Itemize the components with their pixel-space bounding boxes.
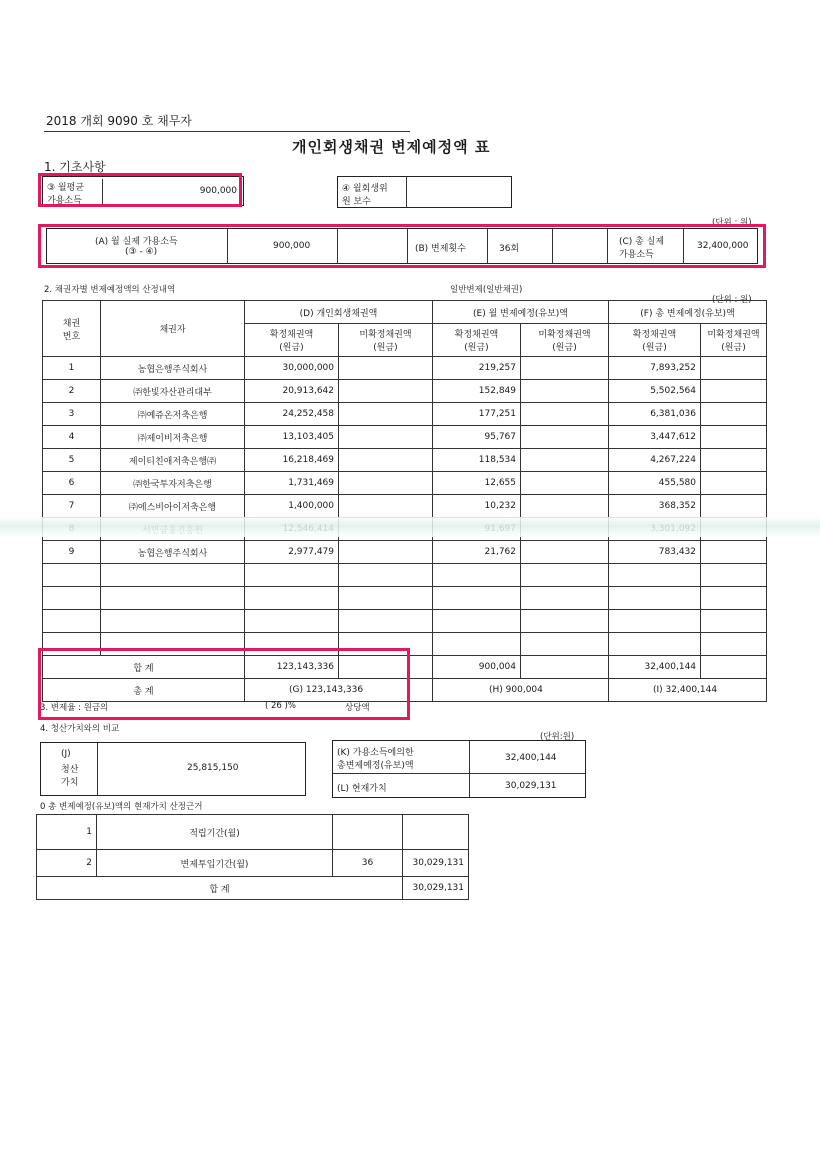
present-value-box (332, 740, 586, 798)
section4-unit: (단위:원) (540, 732, 575, 742)
row-d-confirmed: 16,218,469 (245, 449, 339, 472)
row-creditor: ㈜한국투자저축은행 (101, 472, 245, 495)
page-title: 개인회생채권 변제예정액 표 (292, 138, 491, 156)
row-e-confirmed: 219,257 (433, 357, 521, 380)
monthly-income-value: 900,000 (199, 186, 237, 196)
row-e-unconfirmed (521, 541, 609, 564)
sum-d: 123,143,336 (245, 656, 339, 679)
total-i: (I) 32,400,144 (609, 679, 767, 702)
row-f-unconfirmed (701, 380, 767, 403)
repayment-rate-label: 3. 변제율 : 원금의 (40, 703, 109, 713)
row-e-confirmed: 118,534 (433, 449, 521, 472)
monthly-income-box (42, 176, 244, 206)
row-f-confirmed: 4,267,224 (609, 449, 701, 472)
row-f-confirmed: 368,352 (609, 495, 701, 518)
j-label-2: 청산 (61, 765, 79, 775)
row-d-unconfirmed (339, 380, 433, 403)
row-creditor: ㈜제이비저축은행 (101, 426, 245, 449)
row-e-unconfirmed (521, 357, 609, 380)
row-f-unconfirmed (701, 403, 767, 426)
row-creditor: 제이티친애저축은행㈜ (101, 449, 245, 472)
k-value: 32,400,144 (505, 753, 557, 763)
sum-e: 900,004 (433, 656, 521, 679)
basis-row2-label: 변제투입기간(월) (97, 850, 333, 877)
row-d-unconfirmed (339, 426, 433, 449)
col-f-header: (F) 총 변제예정(유보)액 (609, 301, 767, 324)
scan-band (0, 517, 820, 537)
case-line: 2018 개회 9090 호 채무자 (46, 114, 192, 128)
j-value: 25,815,150 (187, 763, 239, 773)
row-creditor: 농협은행주식회사 (101, 357, 245, 380)
j-label-3: 가치 (61, 778, 79, 788)
present-value-basis-table (36, 814, 469, 900)
row-d-confirmed: 2,977,479 (245, 541, 339, 564)
row-d-confirmed: 24,252,458 (245, 403, 339, 426)
row-e-confirmed: 152,849 (433, 380, 521, 403)
sum-f: 32,400,144 (609, 656, 701, 679)
row-no: 3 (43, 403, 101, 426)
row-no: 9 (43, 541, 101, 564)
row-f-unconfirmed (701, 495, 767, 518)
table-row (43, 380, 767, 403)
row-d-unconfirmed (339, 449, 433, 472)
row-e-unconfirmed (521, 426, 609, 449)
section2-heading: 2. 채권자별 변제예정액의 산정내역 (44, 285, 176, 295)
section2-type: 일반변제(일반채권) (450, 285, 523, 295)
d-confirmed-header: 확정채권액 (원금) (245, 324, 339, 357)
b-label: (B) 변제횟수 (415, 244, 466, 254)
l-value: 30,029,131 (505, 781, 557, 791)
total-label: 총 계 (43, 679, 245, 702)
liquidation-value-box (40, 742, 306, 796)
basis-row2-months: 36 (333, 850, 403, 877)
col-no-header: 채권 번호 (43, 301, 101, 357)
f-confirmed-header: 확정채권액 (원금) (609, 324, 701, 357)
basis-row1-label: 적립기간(월) (97, 815, 333, 850)
row-f-confirmed: 3,447,612 (609, 426, 701, 449)
row-creditor: ㈜한빛자산관리대부 (101, 380, 245, 403)
table-row (43, 472, 767, 495)
j-label-1: (J) (61, 749, 71, 759)
section5-heading: 0 총 변제예정(유보)액의 현재가치 산정근거 (40, 802, 203, 812)
row-no: 7 (43, 495, 101, 518)
row-d-confirmed: 1,731,469 (245, 472, 339, 495)
a-label-2: (③ - ④) (125, 247, 158, 257)
trustee-label-2: 원 보수 (342, 197, 371, 207)
row-f-confirmed: 7,893,252 (609, 357, 701, 380)
row-e-confirmed: 12,655 (433, 472, 521, 495)
l-label: (L) 현재가치 (337, 784, 387, 794)
row-f-confirmed: 6,381,036 (609, 403, 701, 426)
a-value: 900,000 (273, 241, 311, 251)
row-f-unconfirmed (701, 541, 767, 564)
row-d-unconfirmed (339, 403, 433, 426)
sum-label: 합 계 (43, 656, 245, 679)
available-income-box (46, 228, 758, 264)
trustee-fee-box (337, 176, 512, 208)
total-g: (G) 123,143,336 (245, 679, 433, 702)
repayment-rate-value: ( 26 )% (265, 701, 296, 711)
row-d-confirmed: 1,400,000 (245, 495, 339, 518)
basis-sum-value: 30,029,131 (403, 877, 469, 900)
row-e-unconfirmed (521, 403, 609, 426)
row-e-confirmed: 95,767 (433, 426, 521, 449)
c-value: 32,400,000 (697, 241, 749, 251)
row-no: 4 (43, 426, 101, 449)
row-e-confirmed: 10,232 (433, 495, 521, 518)
row-no: 2 (43, 380, 101, 403)
basis-row2-value: 30,029,131 (403, 850, 469, 877)
table-row (43, 426, 767, 449)
row-d-confirmed: 30,000,000 (245, 357, 339, 380)
section2-unit: (단위 : 원) (712, 295, 752, 305)
table-row (43, 449, 767, 472)
row-d-unconfirmed (339, 357, 433, 380)
row-f-unconfirmed (701, 449, 767, 472)
repayment-rate-suffix: 상당액 (345, 703, 370, 713)
row-e-unconfirmed (521, 449, 609, 472)
row-f-unconfirmed (701, 357, 767, 380)
col-d-header: (D) 개인회생채권액 (245, 301, 433, 324)
row-creditor: ㈜에스비아이저축은행 (101, 495, 245, 518)
row-e-confirmed: 177,251 (433, 403, 521, 426)
row-f-confirmed: 5,502,564 (609, 380, 701, 403)
basis-row1-no: 1 (37, 815, 97, 850)
k-label-2: 총변제예정(유보)액 (337, 761, 414, 771)
row-e-unconfirmed (521, 495, 609, 518)
row-no: 1 (43, 357, 101, 380)
e-unconfirmed-header: 미확정채권액 (원금) (521, 324, 609, 357)
row-no: 6 (43, 472, 101, 495)
basis-row2-no: 2 (37, 850, 97, 877)
section1-heading: 1. 기초사항 (44, 160, 106, 174)
trustee-label-1: ④ 월회생위 (342, 184, 388, 194)
creditor-table (42, 300, 767, 702)
row-f-confirmed: 783,432 (609, 541, 701, 564)
table-row (43, 495, 767, 518)
f-unconfirmed-header: 미확정채권액 (원금) (701, 324, 767, 357)
c-label-1: (C) 총 실제 (619, 237, 665, 247)
a-label-1: (A) 월 실제 가용소득 (95, 237, 178, 247)
row-f-unconfirmed (701, 472, 767, 495)
table-row (43, 541, 767, 564)
col-e-header: (E) 월 변제예정(유보)액 (433, 301, 609, 324)
row-d-unconfirmed (339, 495, 433, 518)
c-label-2: 가용소득 (619, 250, 654, 260)
row-d-confirmed: 13,103,405 (245, 426, 339, 449)
monthly-income-label-2: 가용소득 (47, 196, 82, 206)
table-row (43, 357, 767, 380)
section4-heading: 4. 청산가치와의 비교 (40, 724, 120, 734)
e-confirmed-header: 확정채권액 (원금) (433, 324, 521, 357)
row-e-unconfirmed (521, 380, 609, 403)
basis-sum-label: 합 계 (37, 877, 403, 900)
row-d-unconfirmed (339, 472, 433, 495)
sum-row (43, 656, 767, 679)
row-creditor: ㈜예쥬온저축은행 (101, 403, 245, 426)
d-unconfirmed-header: 미확정채권액 (원금) (339, 324, 433, 357)
table-row (43, 403, 767, 426)
row-d-confirmed: 20,913,642 (245, 380, 339, 403)
row-f-unconfirmed (701, 426, 767, 449)
total-h: (H) 900,004 (433, 679, 609, 702)
row-e-unconfirmed (521, 472, 609, 495)
monthly-income-label-1: ③ 월평균 (47, 183, 85, 193)
row-creditor: 농협은행주식회사 (101, 541, 245, 564)
k-label-1: (K) 가용소득에의한 (337, 748, 414, 758)
row-f-confirmed: 455,580 (609, 472, 701, 495)
row-no: 5 (43, 449, 101, 472)
section1-unit: (단위 : 원) (712, 218, 752, 228)
col-creditor-header: 채권자 (101, 301, 245, 357)
b-value: 36회 (499, 244, 520, 254)
row-e-confirmed: 21,762 (433, 541, 521, 564)
total-row (43, 679, 767, 702)
header-rule (44, 131, 410, 132)
row-d-unconfirmed (339, 541, 433, 564)
